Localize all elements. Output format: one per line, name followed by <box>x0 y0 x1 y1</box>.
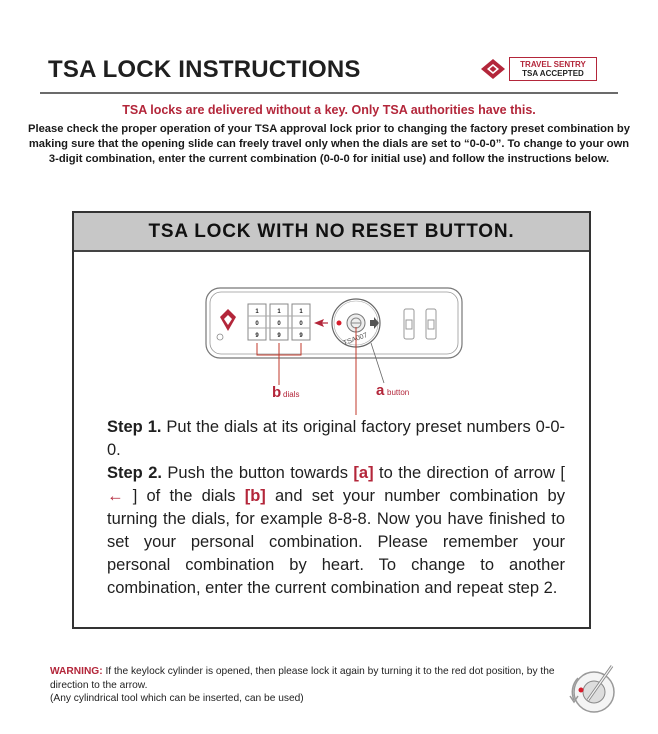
badge-line-1: TRAVEL SENTRY <box>520 60 586 69</box>
warning-label: WARNING: <box>50 666 103 677</box>
step-2-text-a: Push the button towards <box>161 464 354 482</box>
travel-sentry-logo-icon <box>479 57 509 81</box>
warning-note <box>50 665 570 706</box>
dial-1-top: 1 <box>255 309 259 315</box>
dial-1-bot: 9 <box>255 333 259 339</box>
step-2-text-b: to the direction of arrow [ <box>373 464 565 482</box>
header-divider <box>40 92 618 94</box>
dial-3-top: 1 <box>299 309 303 315</box>
arrow-left-icon: ← <box>107 487 133 505</box>
dial-2-top: 1 <box>277 309 281 315</box>
step-2-text-d: and set your number combination by turning the dials, for example 8-8-8. Now you have finished to set your personal combination. Please remember your personal combination by heart. To change to another combination, enter the current combination and repeat step 2. <box>107 487 565 597</box>
cylinder-text: TSA007 <box>342 331 369 348</box>
label-a-letter: a <box>376 382 385 399</box>
dial-2-bot: 9 <box>277 333 281 339</box>
step-1-label: Step 1. <box>107 418 162 436</box>
keylock-cylinder-icon <box>562 660 622 720</box>
red-dot-icon <box>337 321 342 326</box>
travel-sentry-badge <box>479 57 597 81</box>
instruction-box <box>72 211 591 629</box>
dial-2-mid: 0 <box>277 321 281 327</box>
dials <box>248 304 310 340</box>
label-b-letter: b <box>272 384 282 401</box>
dial-3-mid: 0 <box>299 321 303 327</box>
ref-a: [a] <box>353 464 374 482</box>
step-2-text-c: ] of the dials <box>132 487 245 505</box>
ref-b: [b] <box>244 487 266 505</box>
label-a-text: button <box>387 388 410 397</box>
warning-subtext: (Any cylindrical tool which can be inserted, can be used) <box>50 693 304 704</box>
dial-3-bot: 9 <box>299 333 303 339</box>
steps-text <box>107 416 565 600</box>
badge-line-2: TSA ACCEPTED <box>522 69 584 78</box>
label-b-text: dials <box>283 390 300 399</box>
dial-1-mid: 0 <box>255 321 259 327</box>
intro-paragraph: Please check the proper operation of your TSA approval lock prior to changing the factory preset combination by making sure that the opening slide can freely travel only when the dials are set to “0-0-0”. To change to your own 3-digit combination, enter the current combination (0-0-0 for initial use) and follow the instructions below. <box>28 123 630 165</box>
badge-text-box <box>509 57 597 81</box>
alert-text: TSA locks are delivered without a key. Only TSA authorities have this. <box>122 103 536 117</box>
lock-diagram <box>204 285 464 415</box>
step-1-text: Put the dials at its original factory preset numbers 0-0-0. <box>107 418 565 459</box>
warning-text: If the keylock cylinder is opened, then please lock it again by turning it to the red dot position, by the direction to the arrow. <box>50 666 555 691</box>
section-title: TSA LOCK WITH NO RESET BUTTON. <box>74 213 589 252</box>
step-2-label: Step 2. <box>107 464 162 482</box>
page-title: TSA LOCK INSTRUCTIONS <box>48 56 361 83</box>
